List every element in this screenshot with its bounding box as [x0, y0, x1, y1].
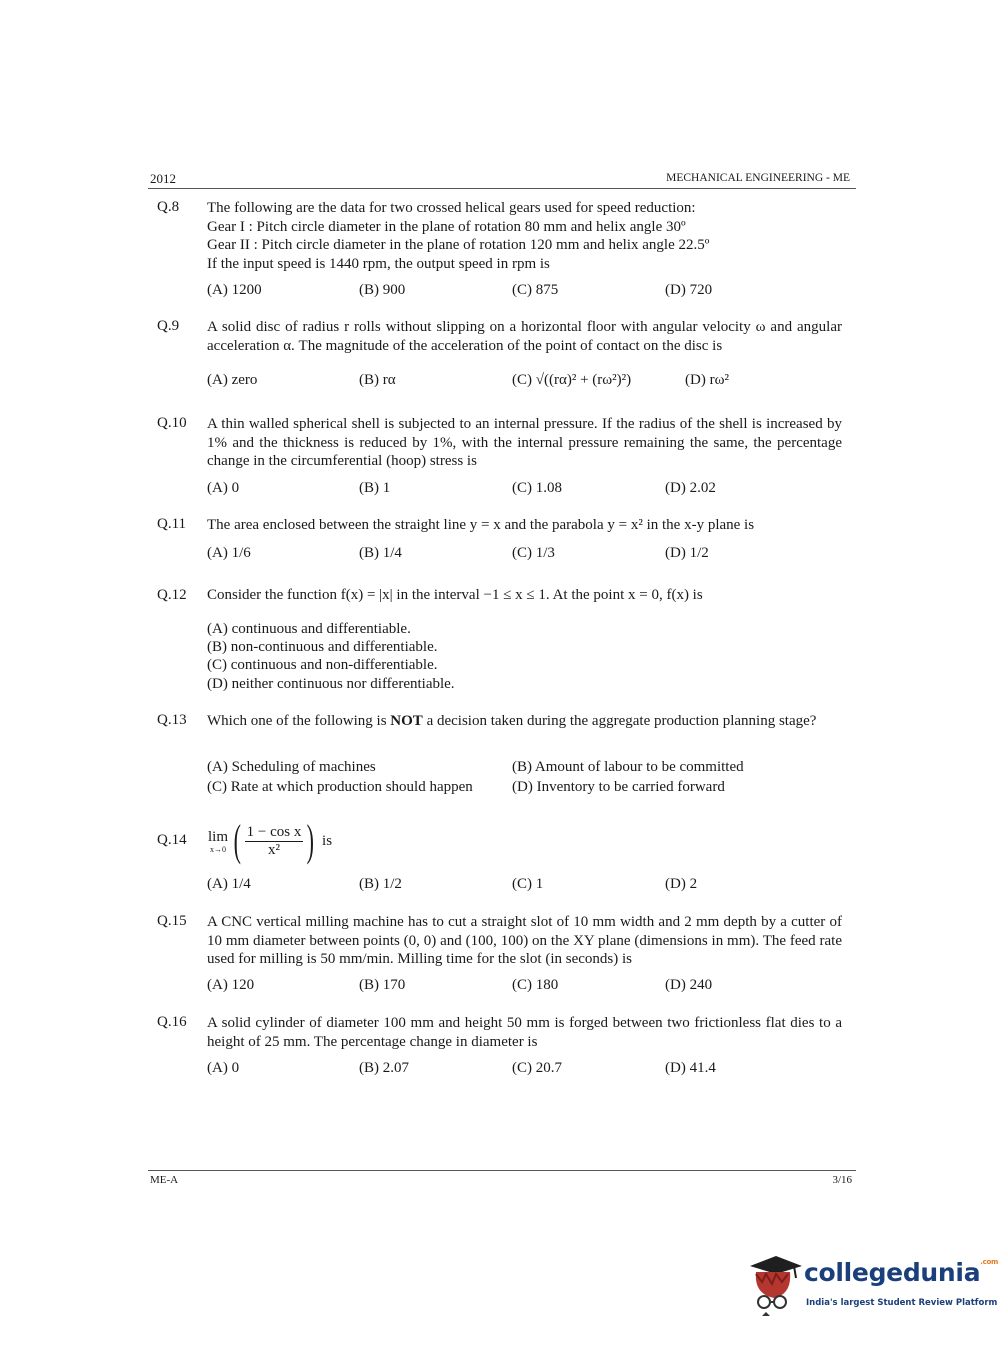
- page-number: 3/16: [832, 1174, 852, 1186]
- question-number: Q.14: [157, 832, 187, 848]
- option-a: (A) 1/6: [207, 545, 251, 561]
- option-d: (D) 2.02: [665, 480, 716, 496]
- option-c: (C) 1/3: [512, 545, 555, 561]
- option-c: (C) 875: [512, 282, 559, 298]
- question-line: Gear I : Pitch circle diameter in the plane of rotation 80 mm and helix angle 30º: [207, 218, 686, 235]
- question-line: Gear II : Pitch circle diameter in the plane of rotation 120 mm and helix angle 22.5º: [207, 237, 710, 253]
- question-text: Consider the function f(x) = |x| in the interval −1 ≤ x ≤ 1. At the point x = 0, f(x) is: [207, 587, 703, 603]
- question-number: Q.12: [157, 587, 187, 603]
- question-text: Which one of the following is NOT a decision taken during the aggregate production planning stage?: [207, 713, 817, 729]
- question-text: A CNC vertical milling machine has to cut a straight slot of 10 mm width and 2 mm depth by a cutter of 10 mm diameter between points (0, 0) and (100, 100) on the XY plane (dimensions in mm). The feed rate used for milling is 50 mm/min. Milling time for the slot (in seconds) is: [207, 914, 842, 967]
- option-a: (A) 120: [207, 977, 255, 993]
- option-c: (C) 20.7: [512, 1060, 562, 1076]
- option-c: (C) √((rα)² + (rω²)²): [512, 372, 632, 388]
- option-a: (A) continuous and differentiable.: [207, 621, 411, 637]
- option-d: (D) 240: [665, 977, 713, 993]
- question-number: Q.8: [157, 199, 180, 215]
- question-line: If the input speed is 1440 rpm, the output speed in rpm is: [207, 255, 550, 272]
- option-d: (D) 2: [665, 876, 698, 892]
- question-text: [207, 199, 842, 273]
- option-b: (B) 1/4: [359, 545, 402, 561]
- exam-subject: MECHANICAL ENGINEERING - ME: [666, 172, 850, 184]
- question-number: Q.16: [157, 1014, 187, 1030]
- option-a: (A) 0: [207, 480, 240, 496]
- option-b: (B) 900: [359, 282, 406, 298]
- limit-expression: lim x→0 ( $\frac{\text{1 − cos x}}{\text{x²}}$ ) is: [208, 816, 333, 865]
- option-a: (A) 0: [207, 1060, 240, 1076]
- question-number: Q.10: [157, 415, 187, 431]
- question-text: A thin walled spherical shell is subjected to an internal pressure. If the radius of the shell is increased by 1% and the thickness is reduced by 1%, with the internal pressure remaining the same, the percentage change in the circumferential (hoop) stress is: [207, 416, 842, 469]
- option-c: (C) 1: [512, 876, 544, 892]
- option-b: (B) Amount of labour to be committed: [512, 759, 744, 775]
- option-b: (B) 1: [359, 480, 391, 496]
- option-d: (D) 41.4: [665, 1060, 716, 1076]
- option-c: (C) 180: [512, 977, 559, 993]
- question-line: The following are the data for two crossed helical gears used for speed reduction:: [207, 200, 696, 216]
- logo-name: collegedunia: [804, 1258, 981, 1287]
- limit-subscript: x→0: [210, 844, 226, 854]
- option-d: (D) neither continuous nor differentiable.: [207, 676, 455, 692]
- option-a: (A) zero: [207, 372, 258, 388]
- option-b: (B) rα: [359, 372, 396, 388]
- question-number: Q.15: [157, 913, 187, 929]
- paper-code: ME-A: [150, 1174, 179, 1186]
- question-text: A solid cylinder of diameter 100 mm and height 50 mm is forged between two frictionless flat dies to a height of 25 mm. The percentage change in diameter is: [207, 1015, 842, 1050]
- option-b: (B) non-continuous and differentiable.: [207, 639, 438, 655]
- option-d: (D) rω²: [685, 372, 729, 388]
- logo-suffix: .com: [980, 1258, 998, 1266]
- option-a: (A) 1/4: [207, 876, 251, 892]
- footer-rule: [148, 1170, 856, 1171]
- option-c: (C) Rate at which production should happen: [207, 779, 473, 795]
- question-number: Q.11: [157, 516, 187, 532]
- option-c: (C) continuous and non-differentiable.: [207, 657, 438, 673]
- question-number: Q.13: [157, 712, 187, 728]
- question-text: The area enclosed between the straight line y = x and the parabola y = x² in the x-y plane is: [207, 517, 755, 533]
- collegedunia-logo: [744, 1252, 998, 1318]
- option-c: (C) 1.08: [512, 480, 562, 496]
- question-number: Q.9: [157, 318, 180, 334]
- option-d: (D) Inventory to be carried forward: [512, 779, 725, 795]
- header-rule: [148, 188, 856, 189]
- limit-fraction: $\frac{\text{1 − cos x}}{\text{x²}}$: [246, 823, 302, 858]
- question-text: A solid disc of radius r rolls without slipping on a horizontal floor with angular velocity ω and angular acceleration α. The magnitude of the acceleration of the point of contact on the disc is: [207, 319, 842, 354]
- exam-year: 2012: [150, 171, 176, 186]
- logo-tagline: India's largest Student Review Platform: [806, 1298, 998, 1308]
- option-b: (B) 2.07: [359, 1060, 409, 1076]
- option-d: (D) 1/2: [665, 545, 709, 561]
- mascot-icon: [744, 1252, 804, 1318]
- option-d: (D) 720: [665, 282, 713, 298]
- emphasis-not: NOT: [390, 713, 423, 729]
- option-b: (B) 170: [359, 977, 406, 993]
- option-a: (A) Scheduling of machines: [207, 759, 376, 775]
- option-a: (A) 1200: [207, 282, 262, 298]
- option-b: (B) 1/2: [359, 876, 402, 892]
- limit-operator: lim: [208, 828, 229, 845]
